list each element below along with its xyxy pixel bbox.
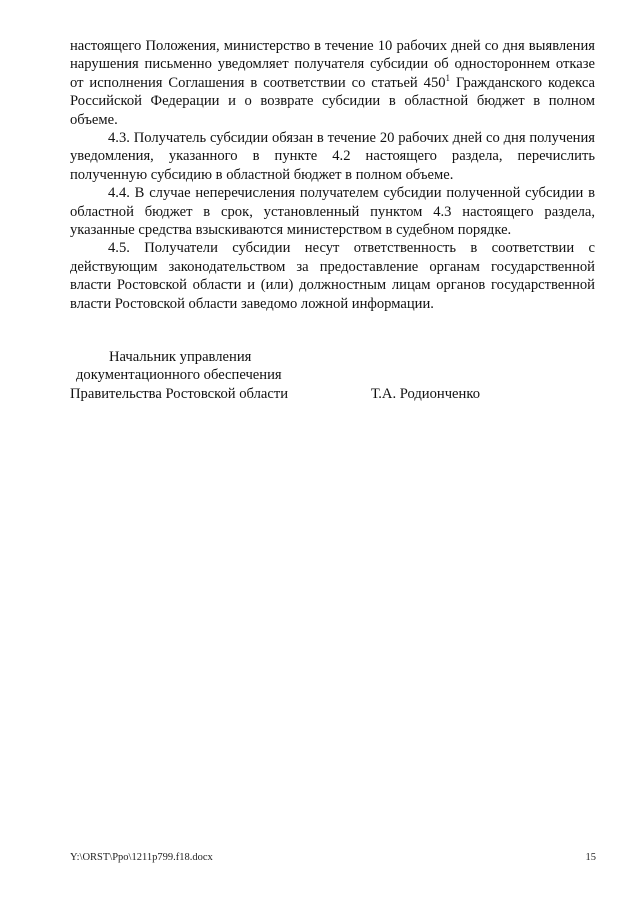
signature-position-line-2: документационного обеспечения <box>76 367 282 384</box>
page-footer <box>70 852 596 863</box>
signatory-name: Т.А. Родионченко <box>370 385 480 402</box>
signature-block <box>70 348 500 403</box>
paragraph-4-5: 4.5. Получатели субсидии несут ответственность в соответствии с действующим законодательством за предоставление органам государственной власти Ростовской области и (или) должностным лицам органов государственной власти Ростовской области заведомо ложной информации. <box>70 240 595 312</box>
signature-position-line-1: Начальник управления <box>109 349 252 365</box>
article-superscript: 1 <box>445 72 451 83</box>
signature-position-line-3: Правительства Ростовской области <box>70 385 289 402</box>
paragraph-continuation-text: настоящего Положения, министерство в течение 10 рабочих дней со дня выявления нарушения письменно уведомляет получателя субсидии об одностороннем отказе от исполнения Соглашения в соответствии со статьей 450 <box>70 38 595 91</box>
paragraph-4-3: 4.3. Получатель субсидии обязан в течение 20 рабочих дней со дня получения уведомления, указанного в пункте 4.2 настоящего раздела, перечислить полученную субсидию в областной бюджет в полном объеме. <box>70 130 595 183</box>
page-number: 15 <box>585 852 596 863</box>
signature-row <box>70 385 480 403</box>
paragraph-continuation-tail: Гражданского кодекса Российской Федерации и о возврате субсидии в областной бюджет в полном объеме. <box>70 74 595 128</box>
file-path: Y:\ORST\Ppo\1211p799.f18.docx <box>70 852 213 863</box>
paragraph-4-4: 4.4. В случае неперечисления получателем субсидии полученной субсидии в областной бюджет в срок, установленный пунктом 4.3 настоящего раздела, указанные средства взыскиваются министерством в судебном порядке. <box>70 185 595 239</box>
paragraph-continuation <box>70 37 595 129</box>
document-body <box>70 37 595 313</box>
